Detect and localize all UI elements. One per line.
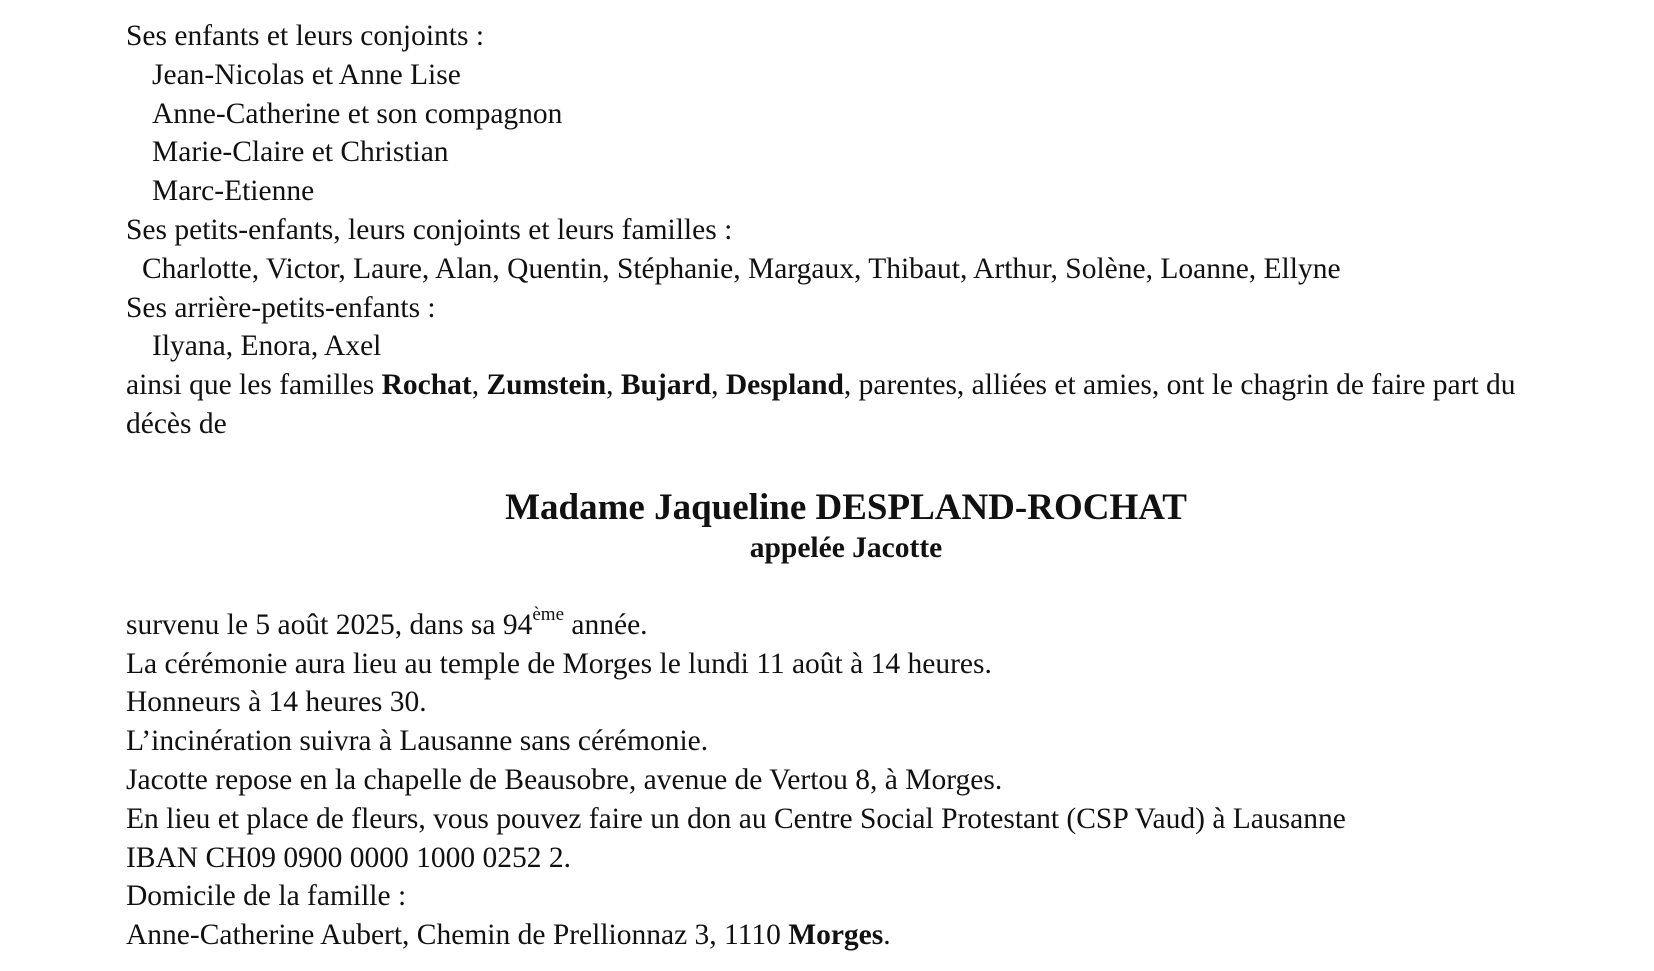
separator: , bbox=[711, 369, 726, 402]
family-name: Zumstein bbox=[486, 369, 607, 402]
grandchildren-heading: Ses petits-enfants, leurs conjoints et leurs familles : bbox=[126, 213, 733, 246]
iban-line: IBAN CH09 0900 0000 1000 0252 2. bbox=[126, 841, 571, 874]
families-prefix: ainsi que les familles bbox=[126, 369, 382, 402]
child-line: Jean-Nicolas et Anne Lise bbox=[152, 58, 461, 91]
children-heading: Ses enfants et leurs conjoints : bbox=[126, 20, 485, 52]
family-name: Bujard bbox=[620, 369, 712, 402]
rest-line: Jacotte repose en la chapelle de Beausobre, avenue de Vertou 8, à Morges. bbox=[126, 763, 1003, 796]
child-line: Marie-Claire et Christian bbox=[152, 136, 449, 169]
ceremony-line: La cérémonie aura lieu au temple de Morges le lundi 11 août à 14 heures. bbox=[126, 647, 992, 680]
deceased-name: Madame Jaqueline DESPLAND-ROCHAT bbox=[505, 486, 1187, 528]
deceased-nickname: appelée Jacotte bbox=[749, 531, 943, 564]
families-paragraph bbox=[126, 366, 1566, 444]
obituary-notice bbox=[126, 17, 1566, 955]
domicile-heading: Domicile de la famille : bbox=[126, 880, 407, 913]
domicile-address-line bbox=[126, 916, 1566, 955]
great-grandchildren-heading: Ses arrière-petits-enfants : bbox=[126, 291, 436, 324]
death-prefix: survenu le 5 août 2025, dans sa 94 bbox=[126, 608, 533, 641]
cremation-line: L’incinération suivra à Lausanne sans cérémonie. bbox=[126, 725, 709, 758]
families-suffix: , parentes, alliées et amies, ont le chagrin de faire part du décès de bbox=[126, 369, 1516, 440]
honours-line: Honneurs à 14 heures 30. bbox=[126, 686, 427, 719]
domicile-city: Morges bbox=[788, 919, 884, 952]
deceased-name-block bbox=[126, 486, 1566, 566]
family-name: Rochat bbox=[381, 369, 472, 402]
donation-line: En lieu et place de fleurs, vous pouvez faire un don au Centre Social Protestant (CSP Vaud) à Lausanne bbox=[126, 802, 1346, 835]
death-suffix: année. bbox=[564, 608, 648, 641]
child-line: Anne-Catherine et son compagnon bbox=[152, 97, 563, 130]
death-date-line bbox=[126, 603, 1566, 645]
separator: , bbox=[471, 369, 487, 402]
grandchildren-names: Charlotte, Victor, Laure, Alan, Quentin, Stéphanie, Margaux, Thibaut, Arthur, Solène, Loanne, Ellyne bbox=[142, 252, 1341, 285]
family-name: Despland bbox=[725, 369, 844, 402]
ordinal-suffix: ème bbox=[532, 603, 565, 625]
separator: , bbox=[606, 369, 621, 402]
domicile-address: Anne-Catherine Aubert, Chemin de Prellionnaz 3, 1110 bbox=[126, 919, 789, 952]
domicile-end: . bbox=[883, 919, 891, 952]
child-line: Marc-Etienne bbox=[152, 175, 315, 208]
great-grandchildren-names: Ilyana, Enora, Axel bbox=[152, 330, 382, 363]
